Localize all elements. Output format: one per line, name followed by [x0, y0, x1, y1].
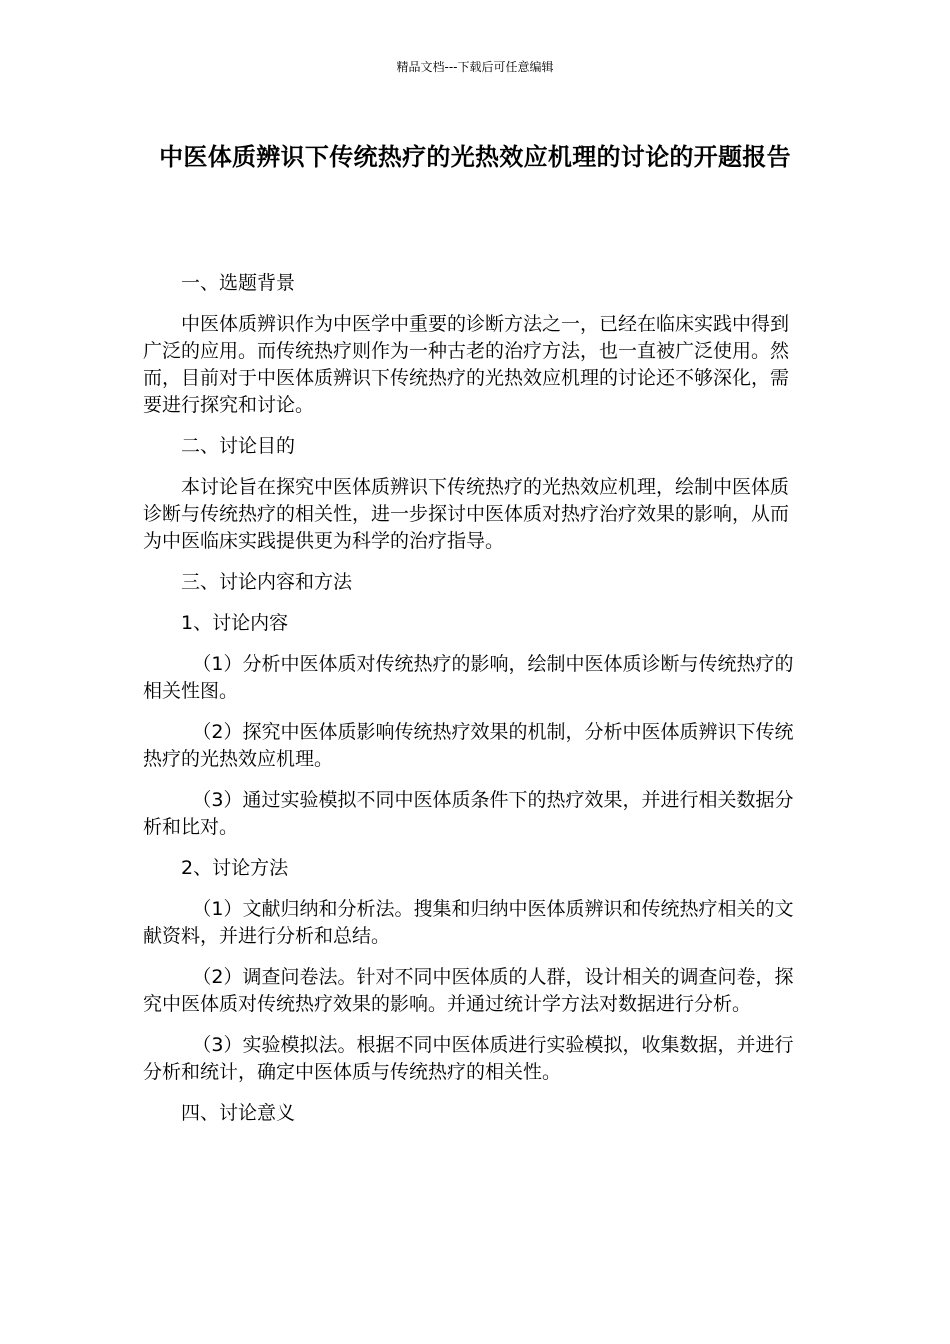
- section-heading-content-methods: 三、讨论内容和方法: [181, 571, 353, 593]
- paragraph-purpose: 本讨论旨在探究中医体质辨识下传统热疗的光热效应机理，绘制中医体质诊断与传统热疗的相关性，进一步探讨中医体质对热疗治疗效果的影响，从而为中医临床实践提供更为科学的治疗指导。: [143, 476, 790, 552]
- page-header-watermark: 精品文档---下载后可任意编辑: [396, 60, 554, 74]
- method-item-3: （3）实验模拟法。根据不同中医体质进行实验模拟，收集数据，并进行分析和统计，确定中医体质与传统热疗的相关性。: [143, 1034, 794, 1083]
- subsection-heading-methods: 2、讨论方法: [181, 857, 289, 879]
- document-title: 中医体质辨识下传统热疗的光热效应机理的讨论的开题报告: [159, 143, 791, 171]
- document-body: [143, 270, 807, 1141]
- section-heading-background: 一、选题背景: [181, 272, 296, 294]
- paragraph-background: 中医体质辨识作为中医学中重要的诊断方法之一，已经在临床实践中得到广泛的应用。而传统热疗则作为一种古老的治疗方法，也一直被广泛使用。然而，目前对于中医体质辨识下传统热疗的光热效应机理的讨论还不够深化，需要进行探究和讨论。: [143, 313, 790, 416]
- method-item-2: （2）调查问卷法。针对不同中医体质的人群，设计相关的调查问卷，探究中医体质对传统热疗效果的影响。并通过统计学方法对数据进行分析。: [143, 966, 794, 1015]
- section-heading-purpose: 二、讨论目的: [181, 435, 296, 457]
- method-item-1: （1）文献归纳和分析法。搜集和归纳中医体质辨识和传统热疗相关的文献资料，并进行分析和总结。: [143, 898, 794, 947]
- content-item-3: （3）通过实验模拟不同中医体质条件下的热疗效果，并进行相关数据分析和比对。: [143, 789, 794, 838]
- section-heading-significance: 四、讨论意义: [181, 1102, 296, 1124]
- content-item-1: （1）分析中医体质对传统热疗的影响，绘制中医体质诊断与传统热疗的相关性图。: [143, 653, 794, 702]
- content-item-2: （2）探究中医体质影响传统热疗效果的机制，分析中医体质辨识下传统热疗的光热效应机理。: [143, 721, 794, 770]
- subsection-heading-content: 1、讨论内容: [181, 612, 289, 634]
